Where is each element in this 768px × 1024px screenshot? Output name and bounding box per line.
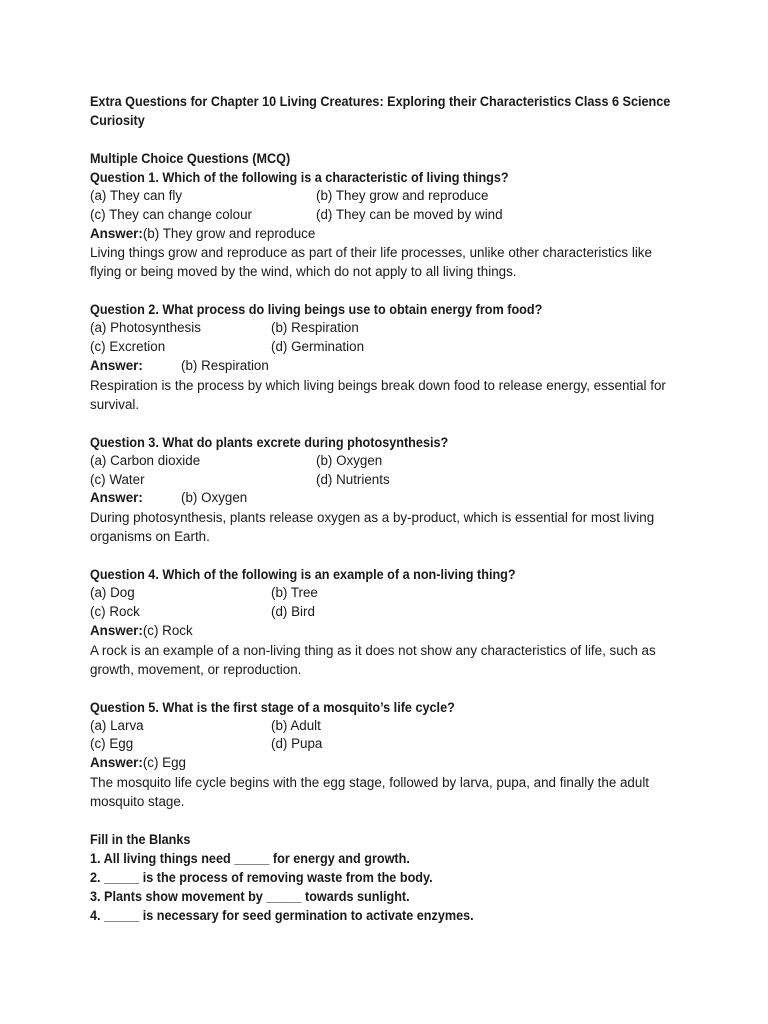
- document-page: [90, 92, 690, 925]
- mcq-heading: Multiple Choice Questions (MCQ): [90, 151, 291, 166]
- answer-explanation: During photosynthesis, plants release oxygen as a by-product, which is essential for most living organisms on Earth.: [90, 510, 655, 545]
- answer-label: Answer:: [90, 490, 143, 506]
- fill-heading: Fill in the Blanks: [90, 831, 191, 847]
- answer-line: [90, 225, 690, 244]
- fill-item-4: 4. _____ is necessary for seed germination to activate enzymes.: [90, 907, 474, 923]
- question-text: Question 1. Which of the following is a characteristic of living things?: [90, 170, 509, 185]
- option-c: (c) Egg: [90, 736, 134, 752]
- answer-label: Answer:: [90, 755, 143, 771]
- question-text: Question 4. Which of the following is an example of a non-living thing?: [90, 567, 516, 583]
- question-block-5: [90, 698, 690, 811]
- answer-value: (b) They grow and reproduce: [142, 225, 316, 241]
- fill-item-2: 2. _____ is the process of removing waste from the body.: [90, 869, 433, 885]
- answer-line: [90, 754, 690, 773]
- options-row: [90, 206, 690, 225]
- answer-line: [90, 622, 690, 641]
- option-d: (d) Bird: [271, 603, 315, 619]
- option-a: (a) Larva: [90, 717, 144, 733]
- options-row: [90, 187, 690, 206]
- question-block-1: [90, 168, 690, 281]
- question-text: Question 5. What is the first stage of a mosquito’s life cycle?: [90, 699, 455, 715]
- question-block-4: [90, 565, 690, 678]
- option-b: (b) Oxygen: [316, 452, 383, 468]
- answer-line: [90, 357, 690, 376]
- question-text: Question 3. What do plants excrete during photosynthesis?: [90, 434, 449, 450]
- option-b: (b) They grow and reproduce: [316, 188, 489, 203]
- options-row: [90, 452, 690, 471]
- answer-line: [90, 489, 690, 508]
- option-a: (a) Carbon dioxide: [90, 452, 201, 468]
- answer-label: Answer:: [90, 622, 143, 638]
- option-c: (c) They can change colour: [90, 206, 253, 222]
- answer-label: Answer:: [90, 357, 143, 373]
- question-block-3: [90, 433, 690, 546]
- fill-in-blanks-section: [90, 830, 690, 925]
- answer-explanation: Respiration is the process by which living beings break down food to release energy, essential for survival.: [90, 377, 666, 412]
- answer-label: Answer:: [90, 225, 143, 241]
- options-row: [90, 603, 690, 622]
- option-d: (d) Pupa: [271, 736, 323, 752]
- option-a: (a) They can fly: [90, 188, 183, 203]
- option-a: (a) Dog: [90, 585, 135, 601]
- fill-item-3: 3. Plants show movement by _____ towards sunlight.: [90, 888, 410, 904]
- options-row: [90, 717, 690, 736]
- option-b: (b) Respiration: [271, 320, 359, 336]
- options-row: [90, 471, 690, 490]
- answer-value: (b) Respiration: [181, 357, 269, 373]
- answer-explanation: Living things grow and reproduce as part of their life processes, unlike other characteristics like flying or being moved by the wind, which do not apply to all living things.: [90, 245, 652, 280]
- answer-explanation: The mosquito life cycle begins with the egg stage, followed by larva, pupa, and finally the adult mosquito stage.: [90, 774, 650, 809]
- answer-value: (c) Rock: [142, 622, 193, 638]
- answer-value: (c) Egg: [142, 755, 187, 771]
- option-b: (b) Tree: [271, 585, 318, 601]
- question-text: Question 2. What process do living beings use to obtain energy from food?: [90, 302, 543, 318]
- option-a: (a) Photosynthesis: [90, 320, 201, 336]
- fill-item-1: 1. All living things need _____ for energy and growth.: [90, 850, 410, 866]
- option-d: (d) They can be moved by wind: [316, 206, 503, 222]
- answer-explanation: A rock is an example of a non-living thing as it does not show any characteristics of life, such as growth, movement, or reproduction.: [90, 642, 656, 677]
- answer-value: (b) Oxygen: [181, 490, 248, 506]
- option-c: (c) Excretion: [90, 339, 166, 355]
- option-d: (d) Nutrients: [316, 471, 390, 487]
- options-row: [90, 338, 690, 357]
- question-block-2: [90, 300, 690, 413]
- option-c: (c) Water: [90, 471, 145, 487]
- options-row: [90, 735, 690, 754]
- document-title: Extra Questions for Chapter 10 Living Creatures: Exploring their Characteristics Class 6 Science Curiosity: [90, 94, 671, 128]
- options-row: [90, 584, 690, 603]
- option-c: (c) Rock: [90, 603, 140, 619]
- option-d: (d) Germination: [271, 339, 365, 355]
- option-b: (b) Adult: [271, 717, 321, 733]
- options-row: [90, 319, 690, 338]
